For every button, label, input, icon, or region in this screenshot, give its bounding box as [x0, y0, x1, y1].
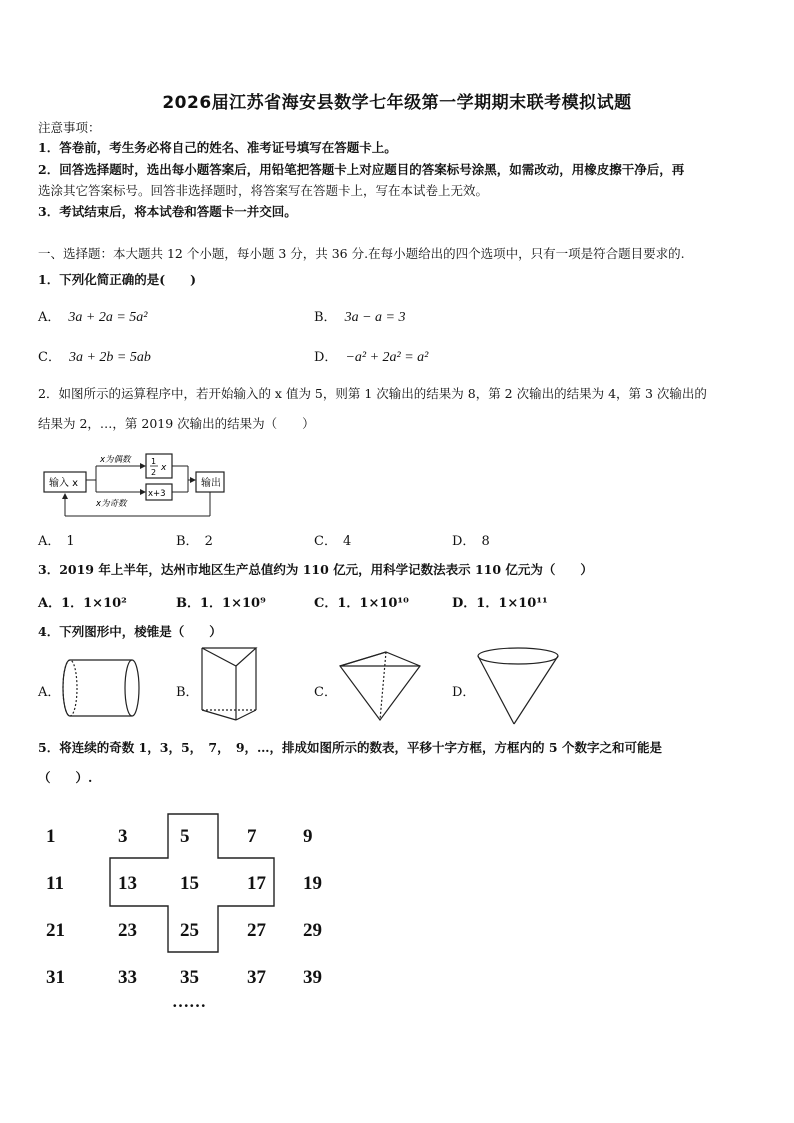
option-label: C．	[314, 534, 337, 549]
grid-ellipsis: ……	[172, 992, 206, 1011]
grid-cell: 29	[303, 920, 322, 941]
grid-cell: 21	[46, 920, 65, 941]
option-text: 1	[66, 534, 75, 549]
q3-option-a	[38, 592, 127, 611]
grid-cell: 13	[118, 873, 137, 894]
q5-stem-line1: 5．将连续的奇数 1，3，5， 7， 9，…，排成如图所示的数表，平移十字方框，方框内的 5 个数字之和可能是	[38, 740, 662, 755]
grid-cell: 11	[46, 873, 64, 894]
half-num: 1	[151, 457, 157, 466]
q2-stem-line2: 结果为 2，…，第 2019 次输出的结果为（ ）	[38, 416, 315, 431]
q4-label-c: C．	[314, 685, 337, 700]
option-label: A．	[38, 596, 62, 611]
page-title: 2026届江苏省海安县数学七年级第一学期期末联考模拟试题	[162, 93, 632, 113]
option-text: 1．1×10¹⁰	[337, 596, 409, 611]
q2-option-c	[314, 530, 351, 549]
option-label: B．	[176, 596, 200, 611]
pyramid-figure	[336, 648, 426, 724]
half-den: 2	[151, 468, 157, 477]
even-label: x为偶数	[100, 455, 131, 465]
grid-cell: 35	[180, 967, 199, 988]
half-var: x	[161, 463, 167, 473]
cylinder-figure	[58, 652, 148, 722]
grid-cell: 27	[247, 920, 266, 941]
q3-stem: 3．2019 年上半年，达州市地区生产总值约为 110 亿元，用科学记数法表示 110 亿元为（ ）	[38, 562, 593, 577]
q1-stem: 1．下列化简正确的是( )	[38, 272, 197, 287]
q1-option-c	[38, 346, 151, 366]
q4-label-a: A．	[38, 685, 61, 700]
q4-label-b: B．	[176, 685, 199, 700]
grid-cell: 25	[180, 920, 199, 941]
q4-stem: 4．下列图形中，棱锥是（ ）	[38, 624, 222, 639]
grid-cell: 3	[118, 826, 128, 847]
option-label: A．	[38, 310, 61, 325]
prism-figure	[196, 644, 262, 724]
option-text: −a² + 2a² = a²	[345, 350, 429, 365]
q1-option-a	[38, 306, 147, 326]
option-text: 2	[204, 534, 213, 549]
option-text: 1．1×10²	[61, 596, 127, 611]
grid-cell: 15	[180, 873, 199, 894]
option-label: C．	[314, 596, 338, 611]
option-label: A．	[38, 534, 61, 549]
option-text: 3a + 2b = 5ab	[68, 350, 151, 365]
q3-option-b	[176, 592, 266, 611]
option-label: D．	[452, 596, 477, 611]
odd-label: x为奇数	[96, 499, 127, 509]
grid-cell: 33	[118, 967, 137, 988]
output-label: 输出	[201, 478, 221, 489]
notice-heading: 注意事项：	[38, 120, 101, 135]
q1-option-b	[314, 306, 405, 326]
notice-item-1: 1．答卷前，考生务必将自己的姓名、准考证号填写在答题卡上。	[38, 140, 397, 155]
option-text: 3a − a = 3	[344, 310, 406, 325]
q5-stem-line2: （ ）.	[38, 770, 93, 785]
cone-figure	[474, 644, 564, 728]
q4-label-d: D．	[452, 685, 476, 700]
section-heading: 一、选择题：本大题共 12 个小题，每小题 3 分，共 36 分.在每小题给出的四个选项中，只有一项是符合题目要求的.	[38, 246, 685, 261]
notice-item-2-cont: 选涂其它答案标号。回答非选择题时，将答案写在答题卡上，写在本试卷上无效。	[38, 183, 489, 198]
grid-cell: 31	[46, 967, 65, 988]
q1-option-d	[314, 346, 428, 366]
input-label: 输入 x	[49, 478, 79, 489]
grid-cell: 37	[247, 967, 266, 988]
grid-cell: 1	[46, 826, 56, 847]
flowchart-diagram	[40, 450, 240, 522]
option-label: C．	[38, 350, 61, 365]
option-text: 1．1×10¹¹	[476, 596, 548, 611]
option-text: 3a + 2a = 5a²	[68, 310, 148, 325]
option-label: D．	[452, 534, 476, 549]
q3-option-c	[314, 592, 409, 611]
grid-cell: 9	[303, 826, 313, 847]
half-box	[146, 454, 172, 478]
grid-cell: 5	[180, 826, 190, 847]
q2-stem-line1: 2．如图所示的运算程序中，若开始输入的 x 值为 5，则第 1 次输出的结果为 8，第 2 次输出的结果为 4，第 3 次输出的	[38, 386, 707, 401]
grid-cell: 7	[247, 826, 257, 847]
option-label: B．	[314, 310, 337, 325]
option-label: D．	[314, 350, 338, 365]
grid-cell: 19	[303, 873, 322, 894]
grid-cell: 17	[247, 873, 266, 894]
plus3-label: x+3	[148, 489, 166, 499]
notice-item-3: 3．考试结束后，将本试卷和答题卡一并交回。	[38, 204, 297, 219]
option-text: 1．1×10⁹	[200, 596, 266, 611]
option-label: B．	[176, 534, 199, 549]
notice-item-2: 2．回答选择题时，选出每小题答案后，用铅笔把答题卡上对应题目的答案标号涂黑，如需改动，用橡皮擦干净后，再	[38, 162, 685, 177]
q3-option-d	[452, 592, 548, 611]
q2-option-a	[38, 530, 75, 549]
q2-option-b	[176, 530, 213, 549]
grid-cell: 39	[303, 967, 322, 988]
option-text: 4	[342, 534, 352, 549]
grid-cell: 23	[118, 920, 137, 941]
option-text: 8	[481, 534, 490, 549]
q2-option-d	[452, 530, 490, 549]
